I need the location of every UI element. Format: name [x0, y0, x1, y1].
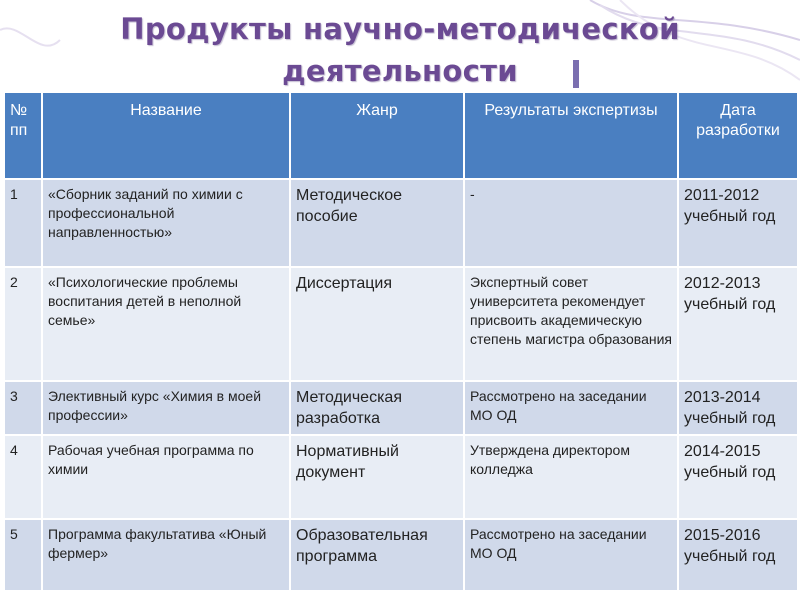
cell-genre: Нормативный документ: [290, 435, 464, 519]
table-row: [4, 179, 798, 267]
table-row: [4, 435, 798, 519]
cell-name: Рабочая учебная программа по химии: [42, 435, 290, 519]
cell-result: Утверждена директором колледжа: [464, 435, 678, 519]
table-row: [4, 519, 798, 591]
cell-num: 2: [4, 267, 42, 381]
cell-result: Рассмотрено на заседании МО ОД: [464, 519, 678, 591]
cell-name: «Сборник заданий по химии с профессиональной направленностью»: [42, 179, 290, 267]
page-title-line-1: Продукты научно-методической: [120, 12, 680, 46]
cell-genre: Методическая разработка: [290, 381, 464, 435]
cell-genre: Диссертация: [290, 267, 464, 381]
cell-date: 2015-2016 учебный год: [678, 519, 798, 591]
header-genre: Жанр: [290, 92, 464, 179]
header-name: Название: [42, 92, 290, 179]
products-table: [3, 91, 799, 592]
cell-result: -: [464, 179, 678, 267]
cell-num: 5: [4, 519, 42, 591]
cell-date: 2012-2013 учебный год: [678, 267, 798, 381]
cell-num: 1: [4, 179, 42, 267]
cell-result: Экспертный совет университета рекомендует присвоить академическую степень магистра образования: [464, 267, 678, 381]
cell-date: 2013-2014 учебный год: [678, 381, 798, 435]
table-row: [4, 381, 798, 435]
header-num: № пп: [4, 92, 42, 179]
table-row: [4, 267, 798, 381]
cell-result: Рассмотрено на заседании МО ОД: [464, 381, 678, 435]
cell-name: «Психологические проблемы воспитания детей в неполной семье»: [42, 267, 290, 381]
cell-date: 2011-2012 учебный год: [678, 179, 798, 267]
table-header-row: [4, 92, 798, 179]
page-title: [40, 8, 760, 92]
cell-name: Элективный курс «Химия в моей профессии»: [42, 381, 290, 435]
cell-name: Программа факультатива «Юный фермер»: [42, 519, 290, 591]
cell-genre: Образовательная программа: [290, 519, 464, 591]
page-title-line-2: деятельности: [282, 54, 518, 88]
cell-num: 4: [4, 435, 42, 519]
cell-num: 3: [4, 381, 42, 435]
cell-genre: Методическое пособие: [290, 179, 464, 267]
header-date: Дата разработки: [678, 92, 798, 179]
header-result: Результаты экспертизы: [464, 92, 678, 179]
cell-date: 2014-2015 учебный год: [678, 435, 798, 519]
